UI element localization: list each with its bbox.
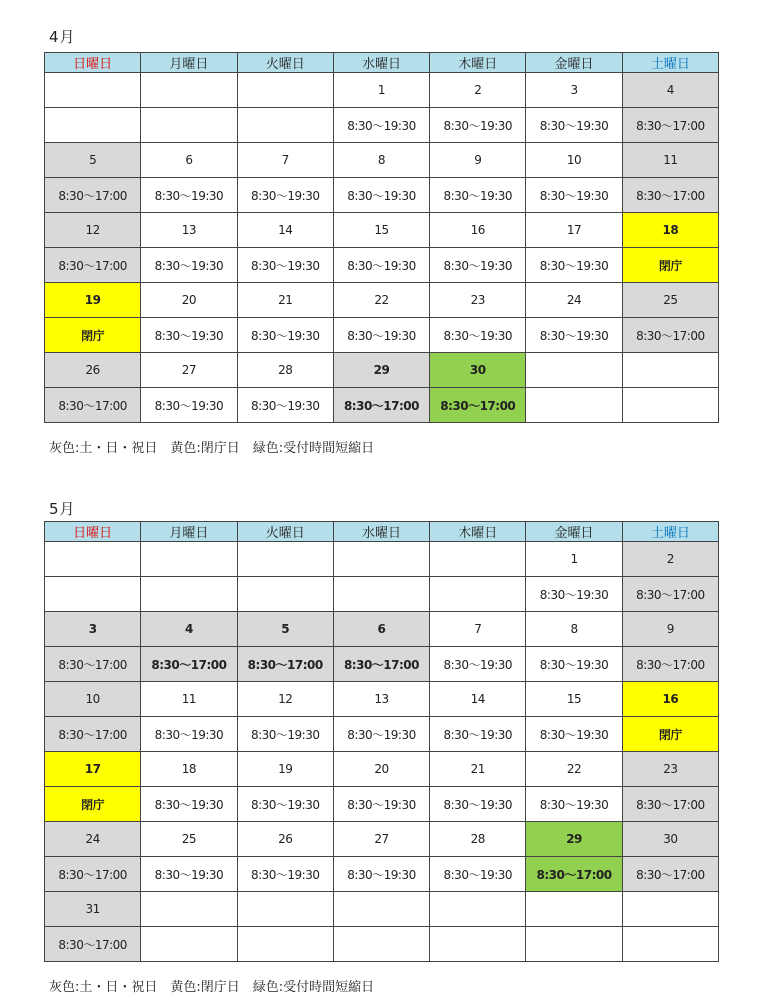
business-hours-cell: 8:30～19:30 [237, 717, 333, 752]
day-number-cell: 3 [526, 73, 622, 108]
weekday-header: 土曜日 [622, 522, 718, 542]
hours-row [45, 388, 719, 423]
hours-row [45, 787, 719, 822]
day-number-cell [141, 892, 237, 927]
day-number-cell: 12 [45, 213, 141, 248]
business-hours-cell: 8:30～17:00 [622, 647, 718, 682]
business-hours-cell [141, 108, 237, 143]
month-title-april: 4月 [49, 28, 76, 46]
hours-row [45, 577, 719, 612]
day-number-cell [237, 73, 333, 108]
business-hours-cell [45, 577, 141, 612]
hours-row [45, 248, 719, 283]
weekday-header: 木曜日 [430, 53, 526, 73]
business-hours-cell [333, 577, 429, 612]
business-hours-cell [526, 927, 622, 962]
business-hours-cell [141, 927, 237, 962]
day-number-cell: 11 [622, 143, 718, 178]
day-number-cell: 9 [430, 143, 526, 178]
day-number-cell [430, 542, 526, 577]
day-number-cell [45, 542, 141, 577]
day-number-cell [237, 892, 333, 927]
day-number-cell: 22 [333, 283, 429, 318]
day-number-cell: 5 [237, 612, 333, 647]
business-hours-cell: 8:30～19:30 [333, 787, 429, 822]
business-hours-cell: 閉庁 [45, 787, 141, 822]
day-number-cell: 28 [430, 822, 526, 857]
business-hours-cell: 8:30～19:30 [526, 717, 622, 752]
day-number-cell: 22 [526, 752, 622, 787]
day-number-cell: 1 [526, 542, 622, 577]
day-number-cell: 9 [622, 612, 718, 647]
day-number-cell: 19 [45, 283, 141, 318]
business-hours-cell: 8:30～19:30 [526, 647, 622, 682]
day-number-cell: 7 [237, 143, 333, 178]
business-hours-cell [237, 108, 333, 143]
day-number-cell: 13 [333, 682, 429, 717]
day-number-cell: 4 [622, 73, 718, 108]
weekday-header: 日曜日 [45, 522, 141, 542]
day-number-cell: 18 [622, 213, 718, 248]
business-hours-cell: 8:30～17:00 [45, 388, 141, 423]
day-number-cell: 23 [430, 283, 526, 318]
day-number-cell [141, 73, 237, 108]
business-hours-cell [430, 927, 526, 962]
business-hours-cell: 8:30～19:30 [333, 717, 429, 752]
day-number-cell: 20 [333, 752, 429, 787]
business-hours-cell: 8:30～19:30 [141, 388, 237, 423]
day-number-cell [526, 353, 622, 388]
calendar-may [44, 521, 719, 962]
date-row [45, 283, 719, 318]
business-hours-cell: 8:30～17:00 [333, 388, 429, 423]
weekday-header-row [45, 522, 719, 542]
day-number-cell: 13 [141, 213, 237, 248]
business-hours-cell: 8:30～19:30 [430, 787, 526, 822]
day-number-cell: 6 [141, 143, 237, 178]
day-number-cell: 12 [237, 682, 333, 717]
hours-row [45, 178, 719, 213]
weekday-header: 木曜日 [430, 522, 526, 542]
day-number-cell: 1 [333, 73, 429, 108]
business-hours-cell: 8:30～17:00 [45, 178, 141, 213]
day-number-cell: 21 [237, 283, 333, 318]
date-row [45, 892, 719, 927]
business-hours-cell [430, 577, 526, 612]
business-hours-cell: 8:30～19:30 [430, 717, 526, 752]
business-hours-cell [622, 927, 718, 962]
day-number-cell: 29 [526, 822, 622, 857]
day-number-cell: 27 [141, 353, 237, 388]
day-number-cell [430, 892, 526, 927]
business-hours-cell [237, 577, 333, 612]
weekday-header: 金曜日 [526, 522, 622, 542]
business-hours-cell: 8:30～17:00 [237, 647, 333, 682]
business-hours-cell: 8:30～19:30 [237, 318, 333, 353]
business-hours-cell: 8:30～17:00 [622, 857, 718, 892]
calendar-april [44, 52, 719, 423]
business-hours-cell: 8:30～19:30 [141, 787, 237, 822]
business-hours-cell: 8:30～19:30 [430, 857, 526, 892]
business-hours-cell: 8:30～17:00 [526, 857, 622, 892]
legend-april: 灰色:土・日・祝日 黄色:閉庁日 緑色:受付時間短縮日 [49, 441, 375, 456]
month-title-may: 5月 [49, 500, 76, 518]
business-hours-cell: 8:30～19:30 [141, 248, 237, 283]
business-hours-cell: 8:30～17:00 [622, 577, 718, 612]
business-hours-cell: 8:30～19:30 [141, 318, 237, 353]
day-number-cell: 11 [141, 682, 237, 717]
hours-row [45, 108, 719, 143]
business-hours-cell [45, 108, 141, 143]
business-hours-cell: 8:30～19:30 [430, 178, 526, 213]
business-hours-cell: 8:30～19:30 [430, 248, 526, 283]
date-row [45, 542, 719, 577]
day-number-cell [622, 353, 718, 388]
business-hours-cell: 8:30～19:30 [526, 178, 622, 213]
hours-row [45, 717, 719, 752]
day-number-cell: 30 [622, 822, 718, 857]
business-hours-cell: 8:30～19:30 [526, 108, 622, 143]
business-hours-cell [141, 577, 237, 612]
business-hours-cell: 8:30～19:30 [526, 787, 622, 822]
business-hours-cell: 8:30～19:30 [237, 388, 333, 423]
business-hours-cell: 8:30～17:00 [622, 108, 718, 143]
day-number-cell: 28 [237, 353, 333, 388]
business-hours-cell: 8:30～17:00 [622, 787, 718, 822]
day-number-cell: 17 [526, 213, 622, 248]
business-hours-cell: 8:30～19:30 [333, 178, 429, 213]
business-hours-cell: 8:30～17:00 [45, 717, 141, 752]
date-row [45, 353, 719, 388]
hours-row [45, 318, 719, 353]
date-row [45, 822, 719, 857]
business-hours-cell [333, 927, 429, 962]
business-hours-cell: 8:30～19:30 [237, 178, 333, 213]
hours-row [45, 927, 719, 962]
business-hours-cell: 8:30～19:30 [141, 857, 237, 892]
day-number-cell: 23 [622, 752, 718, 787]
day-number-cell: 7 [430, 612, 526, 647]
weekday-header: 月曜日 [141, 53, 237, 73]
business-hours-cell: 8:30～17:00 [45, 857, 141, 892]
day-number-cell: 16 [430, 213, 526, 248]
weekday-header-row [45, 53, 719, 73]
business-hours-cell: 8:30～17:00 [622, 178, 718, 213]
weekday-header: 火曜日 [237, 522, 333, 542]
day-number-cell [622, 892, 718, 927]
day-number-cell: 27 [333, 822, 429, 857]
day-number-cell: 26 [237, 822, 333, 857]
day-number-cell: 17 [45, 752, 141, 787]
business-hours-cell: 閉庁 [45, 318, 141, 353]
date-row [45, 213, 719, 248]
business-hours-cell: 8:30～17:00 [622, 318, 718, 353]
day-number-cell: 24 [45, 822, 141, 857]
business-hours-cell: 8:30～19:30 [526, 248, 622, 283]
business-hours-cell: 8:30～19:30 [141, 717, 237, 752]
hours-row [45, 647, 719, 682]
day-number-cell: 8 [526, 612, 622, 647]
weekday-header: 土曜日 [622, 53, 718, 73]
business-hours-cell: 8:30～19:30 [237, 857, 333, 892]
day-number-cell: 10 [45, 682, 141, 717]
weekday-header: 水曜日 [333, 53, 429, 73]
day-number-cell: 2 [430, 73, 526, 108]
day-number-cell: 21 [430, 752, 526, 787]
business-hours-cell: 8:30～19:30 [333, 248, 429, 283]
date-row [45, 73, 719, 108]
weekday-header: 日曜日 [45, 53, 141, 73]
legend-may: 灰色:土・日・祝日 黄色:閉庁日 緑色:受付時間短縮日 [49, 980, 375, 995]
day-number-cell: 14 [237, 213, 333, 248]
business-hours-cell: 8:30～19:30 [333, 857, 429, 892]
business-hours-cell: 8:30～19:30 [237, 787, 333, 822]
business-hours-cell: 8:30～17:00 [45, 647, 141, 682]
business-hours-cell: 8:30～17:00 [430, 388, 526, 423]
day-number-cell [141, 542, 237, 577]
day-number-cell: 16 [622, 682, 718, 717]
day-number-cell: 25 [622, 283, 718, 318]
business-hours-cell: 8:30～19:30 [526, 318, 622, 353]
day-number-cell: 4 [141, 612, 237, 647]
business-hours-cell: 8:30～19:30 [430, 108, 526, 143]
business-hours-cell: 8:30～19:30 [333, 108, 429, 143]
business-hours-cell: 8:30～17:00 [45, 248, 141, 283]
day-number-cell [237, 542, 333, 577]
weekday-header: 金曜日 [526, 53, 622, 73]
date-row [45, 682, 719, 717]
business-hours-cell: 8:30～19:30 [526, 577, 622, 612]
day-number-cell: 25 [141, 822, 237, 857]
date-row [45, 752, 719, 787]
day-number-cell: 15 [526, 682, 622, 717]
day-number-cell: 18 [141, 752, 237, 787]
day-number-cell [333, 542, 429, 577]
business-hours-cell: 8:30～19:30 [430, 318, 526, 353]
day-number-cell [526, 892, 622, 927]
day-number-cell [45, 73, 141, 108]
business-hours-cell: 8:30～19:30 [430, 647, 526, 682]
day-number-cell: 31 [45, 892, 141, 927]
date-row [45, 143, 719, 178]
business-hours-cell: 8:30～19:30 [237, 248, 333, 283]
date-row [45, 612, 719, 647]
day-number-cell: 30 [430, 353, 526, 388]
day-number-cell: 20 [141, 283, 237, 318]
business-hours-cell: 8:30～19:30 [333, 318, 429, 353]
business-hours-cell: 8:30～17:00 [333, 647, 429, 682]
day-number-cell [333, 892, 429, 927]
business-hours-cell: 8:30～19:30 [141, 178, 237, 213]
weekday-header: 火曜日 [237, 53, 333, 73]
day-number-cell: 8 [333, 143, 429, 178]
hours-row [45, 857, 719, 892]
day-number-cell: 3 [45, 612, 141, 647]
day-number-cell: 26 [45, 353, 141, 388]
weekday-header: 月曜日 [141, 522, 237, 542]
day-number-cell: 24 [526, 283, 622, 318]
day-number-cell: 10 [526, 143, 622, 178]
business-hours-cell [237, 927, 333, 962]
business-hours-cell: 閉庁 [622, 717, 718, 752]
business-hours-cell: 閉庁 [622, 248, 718, 283]
weekday-header: 水曜日 [333, 522, 429, 542]
business-hours-cell [622, 388, 718, 423]
day-number-cell: 5 [45, 143, 141, 178]
business-hours-cell [526, 388, 622, 423]
business-hours-cell: 8:30～17:00 [45, 927, 141, 962]
day-number-cell: 6 [333, 612, 429, 647]
day-number-cell: 29 [333, 353, 429, 388]
day-number-cell: 14 [430, 682, 526, 717]
day-number-cell: 15 [333, 213, 429, 248]
day-number-cell: 2 [622, 542, 718, 577]
day-number-cell: 19 [237, 752, 333, 787]
business-hours-cell: 8:30～17:00 [141, 647, 237, 682]
